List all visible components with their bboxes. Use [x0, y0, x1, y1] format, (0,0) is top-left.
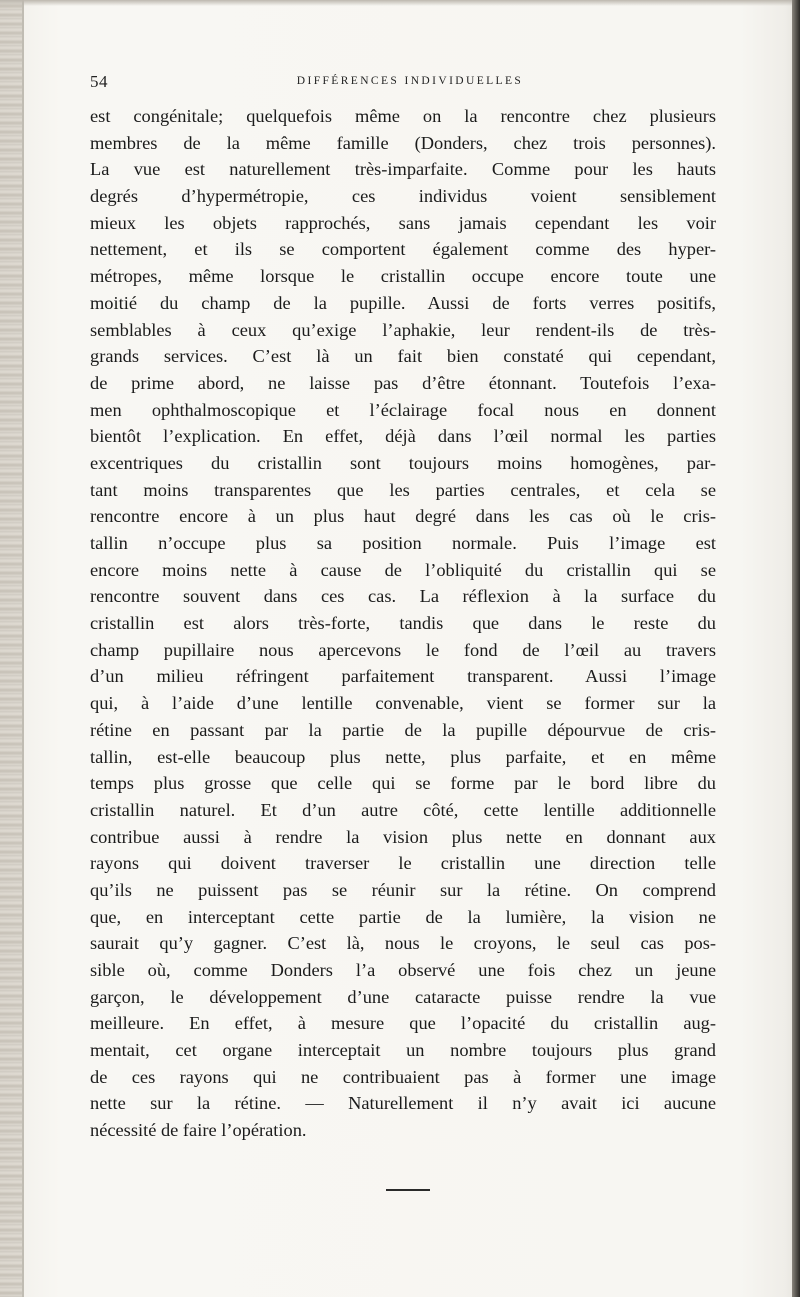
text-line: nette sur la rétine. — Naturellement il n’y avait ici aucune: [90, 1093, 716, 1114]
text-line: de prime abord, ne laisse pas d’être étonnant. Toutefois l’exa-: [90, 372, 716, 393]
text-line: nécessité de faire l’opération.: [90, 1120, 307, 1141]
text-line: métropes, même lorsque le cristallin occupe encore toute une: [90, 266, 716, 287]
text-line: men ophthalmoscopique et l’éclairage focal nous en donnent: [90, 399, 716, 420]
text-line: saurait qu’y gagner. C’est là, nous le croyons, le seul cas pos-: [90, 933, 716, 954]
text-line: qui, à l’aide d’une lentille convenable, vient se former sur la: [90, 693, 716, 714]
text-line: tallin n’occupe plus sa position normale. Puis l’image est: [90, 533, 716, 553]
text-line: membres de la même famille (Donders, chez trois personnes).: [90, 132, 716, 153]
text-line: La vue est naturellement très-imparfaite. Comme pour les hauts: [90, 159, 716, 180]
text-line: grands services. C’est là un fait bien constaté qui cependant,: [90, 346, 716, 367]
text-line: moitié du champ de la pupille. Aussi de forts verres positifs,: [90, 292, 716, 313]
text-line: rétine en passant par la partie de la pupille dépourvue de cris-: [90, 719, 716, 740]
text-line: d’un milieu réfringent parfaitement transparent. Aussi l’image: [90, 666, 716, 687]
text-line: meilleure. En effet, à mesure que l’opacité du cristallin aug-: [90, 1013, 716, 1034]
text-line: encore moins nette à cause de l’obliquité du cristallin qui se: [90, 559, 716, 580]
text-line: bientôt l’explication. En effet, déjà dans l’œil normal les parties: [90, 426, 716, 447]
running-head: DIFFÉRENCES INDIVIDUELLES: [296, 75, 524, 87]
text-line: est congénitale; quelquefois même on la rencontre chez plusieurs: [90, 106, 716, 126]
text-line: cristallin est alors très-forte, tandis que dans le reste du: [90, 613, 716, 634]
text-line: mentait, cet organe interceptait un nombre toujours plus grand: [90, 1040, 716, 1061]
text-line: contribue aussi à rendre la vision plus nette en donnant aux: [90, 826, 716, 847]
text-line: nettement, et ils se comportent également comme des hyper-: [90, 239, 716, 260]
text-line: de ces rayons qui ne contribuaient pas à former une image: [90, 1066, 716, 1087]
top-edge-shadow: [0, 0, 800, 6]
text-line: sible où, comme Donders l’a observé une fois chez un jeune: [90, 960, 716, 980]
text-line: temps plus grosse que celle qui se forme par le bord libre du: [90, 773, 716, 794]
right-page-edge: [792, 0, 800, 1297]
text-line: cristallin naturel. Et d’un autre côté, cette lentille additionnelle: [90, 799, 716, 820]
section-end-rule: [386, 1189, 430, 1191]
text-line: semblables à ceux qu’exige l’aphakie, leur rendent-ils de très-: [90, 319, 716, 340]
text-line: garçon, le développement d’une cataracte puisse rendre la vue: [90, 986, 716, 1007]
text-line: tant moins transparentes que les parties centrales, et cela se: [90, 479, 716, 500]
text-line: tallin, est-elle beaucoup plus nette, plus parfaite, et en même: [90, 746, 716, 767]
text-line: champ pupillaire nous apercevons le fond de l’œil au travers: [90, 639, 716, 660]
text-line: qu’ils ne puissent pas se réunir sur la rétine. On comprend: [90, 879, 716, 900]
text-line: excentriques du cristallin sont toujours moins homogènes, par-: [90, 452, 716, 473]
text-line: rencontre souvent dans ces cas. La réflexion à la surface du: [90, 586, 716, 607]
text-line: degrés d’hypermétropie, ces individus voient sensiblement: [90, 186, 716, 207]
text-line: rayons qui doivent traverser le cristallin une direction telle: [90, 853, 716, 874]
gutter-shadow: [22, 0, 24, 1297]
body-text: [90, 103, 716, 1144]
text-line: que, en interceptant cette partie de la lumière, la vision ne: [90, 906, 716, 927]
text-line: rencontre encore à un plus haut degré dans les cas où le cris-: [90, 506, 716, 527]
text-line: mieux les objets rapprochés, sans jamais cependant les voir: [90, 212, 716, 233]
page-header: [90, 72, 700, 94]
page-gutter: [0, 0, 22, 1297]
page-number: 54: [90, 72, 108, 91]
